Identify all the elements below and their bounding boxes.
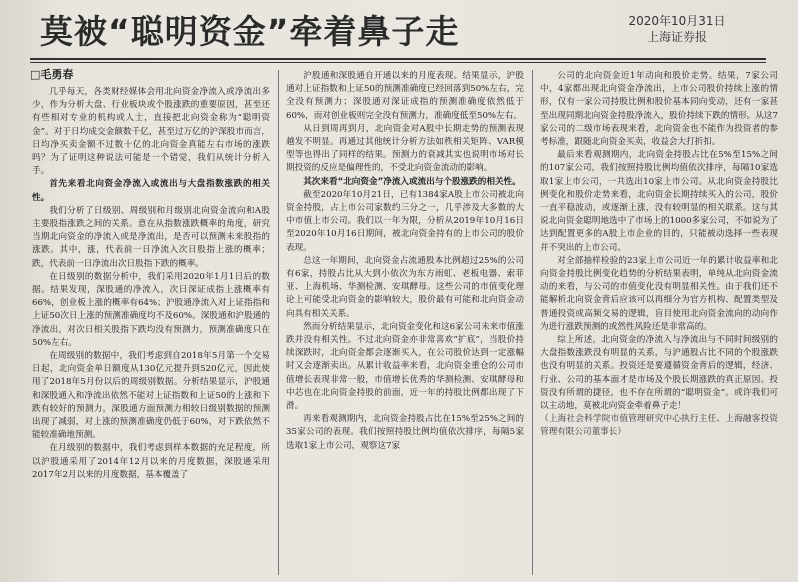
paragraph: 在周级别的数据中，我们考虑到自2018年5月第一个交易日起，北向资金单日额度从130亿元提升到520亿元，因此使用了2018年5月份以后的周级别数据。分析结果显示，沪股通和深股通入和净流出依然不能对上证指数和上证50的上涨和下跌有较好的预测力，深股通方面预测力相较日级别数据的预测出现了减弱，对上涨的预测准确度仍低于60%，对下跌依然不能较准确地预测。 <box>32 351 270 441</box>
paragraph: 从日到周再到月，北向资金对A股中长期走势的预测表现越发不明显。再通过其他统计分析方法如秩相关矩阵、VAR模型等也得出了同样的结果。预测力的衰减其实也说明市场对长期投资的反应是偏理性的，不受北向资金流动的影响。 <box>286 123 524 174</box>
dateline <box>602 13 752 45</box>
publication-name: 上海证券报 <box>646 30 707 44</box>
paragraph: 总这一年期间，北向资金占流通股本比例超过25%的公司有6家，持股占比从大到小依次为东方雨虹、老板电器、索菲亚、上海机场、华测检测、安琪酵母。这些公司的市值变化理论上可能受北向资金的影响较大，股价最有可能和北向资金动向具有相关关系。 <box>286 255 524 319</box>
author-note: （上海社会科学院市值管理研究中心执行主任、上海融客投资管理有限公司董事长） <box>540 414 778 438</box>
header-rule <box>30 58 766 60</box>
paragraph: 再来看观测期内，北向资金持股占比在15%至25%之间的35家公司的表现。我们按照持股比例均值依次排序，每隔5家选取1家上市公司，观察这7家 <box>286 414 524 451</box>
paragraph: 其次来看“北向资金”净流入或流出与个股涨跌的相关性。 <box>303 176 521 187</box>
paragraph: 对全部抽样检验的23家上市公司近一年的累计收益率和北向资金持股比例变化趋势的分析结果表明，单纯从北向资金流动的来看，与公司的市值变化没有明显相关性。由于我们还不能解析北向资金背后应该可以再细分为官方机构、配置类型及普通投资或高频交易的逻辑，盲目使用北向资金流向的动向作为进行涨跌预测的或然性风险还是非常高的。 <box>540 255 778 332</box>
article-column-3 <box>540 70 778 578</box>
publish-date: 2020年10月31日 <box>628 14 726 28</box>
article-headline: 莫被“聪明资金”牵着鼻子走 <box>40 12 460 51</box>
paragraph: 最后来看观测期内，北向资金持股占比在5%至15%之间的107家公司，我们按照持股比例均值依次排序，每隔10家选取1家上市公司，一共选出10家上市公司。从北向资金持股比例变化和股价走势来看，北向资金长期持续买入的公司，股价一直平稳波动，或逐渐上涨，没有较明显的相关联系。这与其说北向资金聪明地选中了市场上的1000多家公司，不如说为了达到配置更多的A股上市企业的目的，只能被动选择一些表现并不突出的上市公司。 <box>540 150 778 253</box>
paragraph: 在月级别的数据中，我们考虑到样本数据的充足程度，所以沪股通采用了2014年12月以来的月度数据，深股通采用2017年2月以来的月度数据，基本覆盖了 <box>32 443 270 480</box>
column-divider <box>532 70 533 575</box>
author-byline: □毛勇春 <box>30 68 74 81</box>
article-column-1 <box>32 86 270 578</box>
paragraph: 公司的北向资金近1年动向和股价走势。结果，7家公司中，4家都出现北向资金净流出，上市公司股价持续上涨的情形，仅有一家公司持股比例和股价基本同向变动，还有一家甚至出现同期北向资金持股净流入，股价持续下跌的情形。从这7家公司的二级市场表现来看，北向资金也不能作为投资者的参考标准，跟随北向资金买卖，收益会大打折扣。 <box>540 71 778 148</box>
paragraph: 综上所述，北向资金的净流入与净流出与不同时间级别的大盘指数涨跌没有明显的关系，与沪通股占比不同的个股涨跌也没有明显的关系。投资还是要遵循资金背后的逻辑，经济、行业、公司的基本面才是市场及个股长期涨跌的真正原因。投资没有所谓的捷径，也不存在所谓的“聪明资金”。或许我们可以主动地，莫被北向资金牵着鼻子走！ <box>540 335 778 412</box>
column-divider <box>278 70 279 575</box>
paragraph: 截至2020年10月21日，已有1384家A股上市公司被北向资金持股，占上市公司家数约三分之一，几乎涉及大多数的大中市值上市公司。我们以一年为限，分析从2019年10月16日至2020年10月16日期间，被北向资金持有的上市公司的股价表现。 <box>286 189 524 253</box>
paragraph: 然而分析结果显示，北向资金变化和这6家公司未来市值涨跌并没有相关性。不过北向资金亦非常喜欢“扩底”，当股价持续深跌时，北向资金都会逐渐买入，在公司股价达到一定涨幅时又会逐渐卖出。从累计收益率来看，北向资金重仓的公司市值增长表现非常一般，市值增长优秀的华测检测、安琪酵母和中芯也在北向资金持股的前面，近一年的持股比例都出现了下滑。 <box>286 321 524 412</box>
paragraph: 沪股通和深股通自开通以来的月度表现。结果显示，沪股通对上证指数和上证50的预测准确度已经回落到50%左右，完全没有预测力；深股通对深证成指的预测准确度依然低于60%，而对创业板则完全没有预测力，准确度低至50%左右。 <box>286 71 524 121</box>
paragraph: 我们分析了日级别、周级别和月级别北向资金流向和A股主要股指涨跌之间的关系。意在从指数涨跌概率的角度，研究当期北向资金的净流入或是净流出，是否可以预测未来股指的涨跌。其中，涨，代表前一日净流入次日股指上涨的概率；跌，代表前一日净流出次日股指下跌的概率。 <box>32 205 270 269</box>
paragraph: 首先来看北向资金净流入或流出与大盘指数涨跌的相关性。 <box>32 179 270 203</box>
article-column-2 <box>286 70 524 578</box>
paragraph: 几乎每天，各类财经媒体会用北向资金净流入或净流出多少，作为分析大盘、行业板块或个股涨跌的重要原因，甚至还有些相对专业的机构或人士，直接把北向资金称为“聪明资金”。对于日均成交金额数千亿，甚至过万亿的沪深股市而言，日均净买卖金额不过数十亿的北向资金真能左右市场的涨跌吗？为了证明这种说法可能是一个错觉，我们从统计分析入手。 <box>32 87 270 177</box>
header-rule-thin <box>30 62 766 63</box>
paragraph: 在日级别的数据分析中，我们采用2020年1月1日后的数据。结果发现，深股通的净流入，次日深证成指上涨概率有66%，创业板上涨的概率有64%；沪股通净流入对上证指指和上证50次日上涨的预测准确度均不及60%。深股通和沪股通的净流出，对次日相关股指下跌均没有预测力，预测准确度只在50%左右。 <box>32 271 270 348</box>
